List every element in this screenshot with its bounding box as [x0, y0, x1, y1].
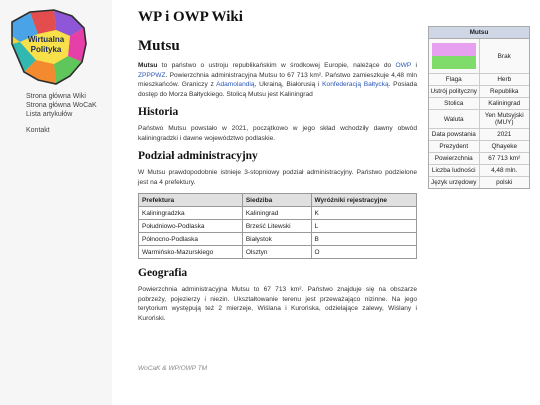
table-cell: Północno-Podlaska: [139, 233, 243, 246]
page-title: Mutsu: [138, 38, 180, 54]
heading-historia: Historia: [138, 106, 179, 118]
infobox-row: [429, 141, 529, 153]
footer: WoCaK & WP/OWP TM: [138, 365, 208, 372]
intro-paragraph: [138, 61, 417, 99]
table-cell: Olsztyn: [242, 246, 311, 259]
nav-item-contact[interactable]: Kontakt: [26, 127, 50, 134]
table-row: [139, 220, 417, 233]
nav-item-wiki-home[interactable]: Strona główna Wiki: [26, 93, 86, 100]
infobox-flag-cell: [429, 39, 480, 73]
nav-gap: [26, 119, 97, 126]
table-cell: Warmińsko-Mazurskiego: [139, 246, 243, 259]
flag-image[interactable]: [432, 43, 476, 69]
infobox-value: Kaliningrad: [488, 100, 521, 107]
infobox-flag-label: Flaga: [429, 74, 480, 85]
intro-text-1: to państwo o ustroju republikańskim w środkowej Europie, należące do: [157, 62, 396, 69]
link-konfederacja-baltycka[interactable]: Konfederacją Bałtycką: [322, 81, 389, 88]
infobox-herb-value: Brak: [497, 52, 511, 60]
column-header-wyrozniki: Wyróżniki rejestracyjne: [311, 194, 416, 207]
heading-podzial: Podział administracyjny: [138, 150, 258, 162]
infobox-value: 2021: [497, 131, 512, 138]
intro-text-3: . Powierzchnia administracyjna Mutsu to 67 713 km². Państwo zamieszkuje 4,48 mln mieszkańców. Graniczy z: [138, 71, 417, 88]
column-header-siedziba: Siedziba: [242, 194, 311, 207]
intro-text-5: . Posiada dostęp do Morza Bałtyckiego. Stolicą Mutsu jest Kaliningrad: [138, 81, 417, 98]
infobox-row: [429, 129, 529, 141]
flag-stripe-bottom: [432, 56, 476, 69]
table-header-row: [139, 194, 417, 207]
table-cell: K: [311, 207, 416, 220]
infobox-row: [429, 177, 529, 188]
table-row: [139, 246, 417, 259]
table-cell: L: [311, 220, 416, 233]
prefecture-table: [138, 193, 417, 259]
link-adamolandia[interactable]: Adamolandią: [216, 81, 255, 88]
table-cell: Kaliningradzka: [139, 207, 243, 220]
infobox-label: Prezydent: [429, 141, 480, 152]
nav-item-article-list[interactable]: Lista artykułów: [26, 111, 73, 118]
logo-text-line2: Polityka: [30, 45, 62, 54]
geografia-paragraph: Powierzchnia administracyjna Mutsu to 67 713 km². Państwo znajduje się na obszarze pobrzeży, pojezierzy i niezin. Ukształtowanie terenu jest przeważająco nizinne. Na jego terytorium występują też 2 mierzeje, Wiślana i Kurońska, odzielające zalewy, Wiślany i Kuroński.: [138, 286, 417, 322]
infobox-row: [429, 110, 529, 129]
table-cell: Białystok: [242, 233, 311, 246]
table-cell: B: [311, 233, 416, 246]
infobox-herb-label: Herb: [497, 76, 512, 83]
infobox-title: Mutsu: [429, 27, 529, 39]
infobox-value: Qhayeke: [491, 143, 518, 150]
infobox-label: Waluta: [429, 110, 480, 128]
podzial-paragraph: W Mutsu prawdopodobnie istnieje 3-stopniowy podział administracyjny. Państwo podzielone jest na 4 prefektury.: [138, 169, 417, 186]
infobox-value: 4,48 mln.: [491, 167, 518, 174]
site-logo[interactable]: [8, 6, 88, 86]
infobox-label: Język urzędowy: [429, 177, 480, 188]
link-owp[interactable]: OWP: [395, 62, 412, 69]
table-cell: O: [311, 246, 416, 259]
sidebar: [0, 0, 112, 405]
heading-geografia: Geografia: [138, 267, 188, 279]
table-row: [139, 207, 417, 220]
intro-bold-name: Mutsu: [138, 62, 158, 69]
link-zpppwz[interactable]: ZPPPWZ: [138, 71, 166, 79]
infobox-value: Republika: [490, 88, 519, 95]
historia-paragraph: Państwo Mutsu powstało w 2021, początkowo w jego skład wchodziły dawny obwód kaliningradzki i dawne województwo podlaskie.: [138, 125, 417, 142]
infobox-label: Liczba ludności: [429, 165, 480, 176]
nav-item-wocak-home[interactable]: Strona główna WoCaK: [26, 102, 97, 109]
logo-text-line1: Wirtualna: [27, 35, 65, 44]
column-header-prefektura: Prefektura: [139, 194, 243, 207]
intro-text-2: i: [411, 62, 417, 69]
infobox-image-labels-row: [429, 74, 529, 86]
infobox-row: [429, 98, 529, 110]
infobox-label: Stolica: [429, 98, 480, 109]
table-cell: Brześć Litewski: [242, 220, 311, 233]
infobox-value: polski: [496, 179, 513, 186]
infobox-row: [429, 165, 529, 177]
infobox-label: Ustrój polityczny: [429, 86, 480, 97]
infobox-images-row: [429, 39, 529, 74]
infobox-row: [429, 86, 529, 98]
sidebar-nav: [26, 92, 97, 135]
article: [138, 38, 417, 329]
site-title: WP i OWP Wiki: [138, 9, 243, 25]
table-cell: Kaliningrad: [242, 207, 311, 220]
infobox-value: 67 713 km²: [488, 155, 521, 162]
table-cell: Południowo-Podlaska: [139, 220, 243, 233]
infobox-label: Powierzchnia: [429, 153, 480, 164]
infobox-value: Yen Mutsyjski (MUY): [484, 112, 524, 126]
infobox-row: [429, 153, 529, 165]
table-row: [139, 233, 417, 246]
infobox-label: Data powstania: [429, 129, 480, 140]
intro-text-4: , Ukrainą, Białorusią i: [254, 81, 323, 88]
main-content: [112, 0, 540, 405]
flag-stripe-top: [432, 43, 476, 56]
infobox: [428, 26, 530, 189]
